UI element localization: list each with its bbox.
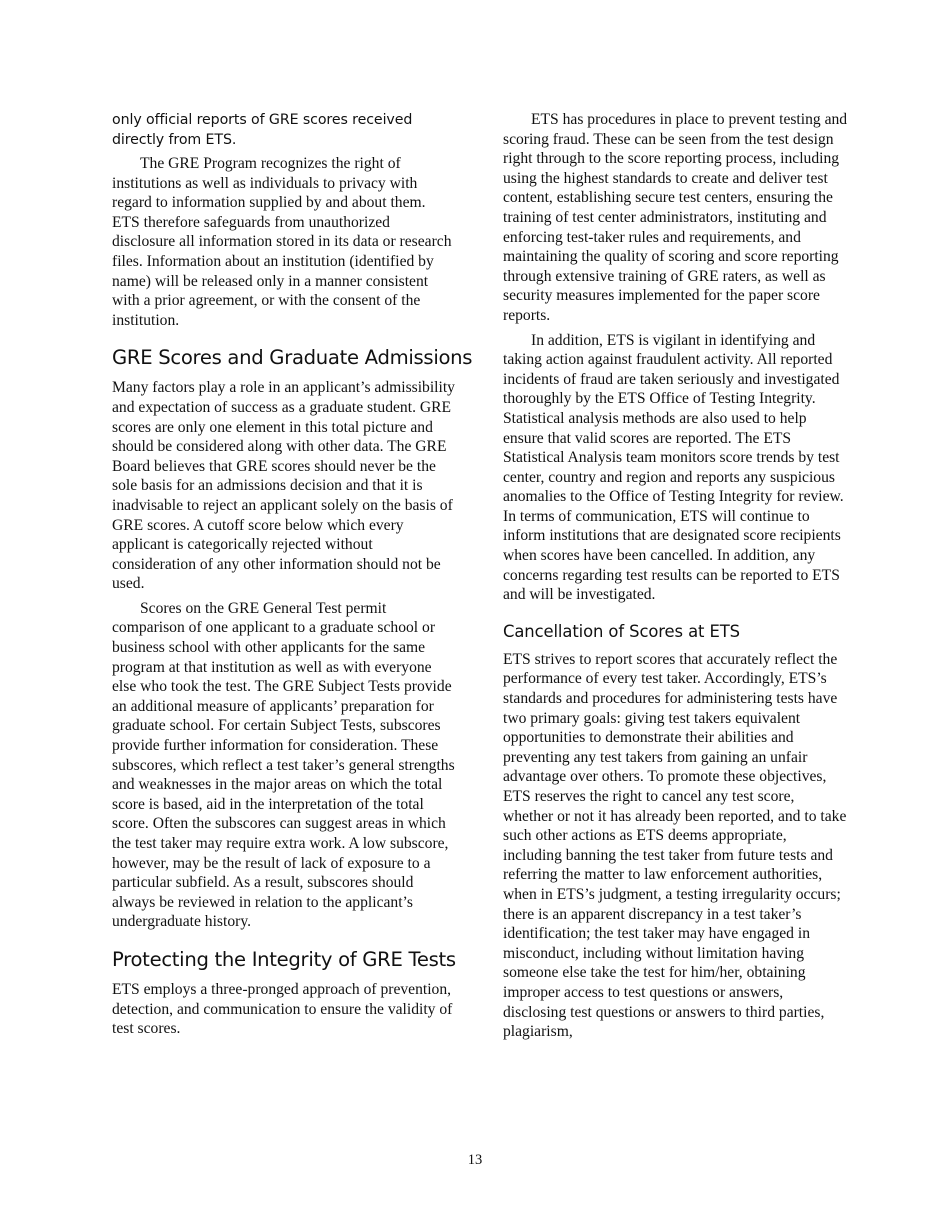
integrity-heading: Protecting the Integrity of GRE Tests xyxy=(112,947,456,971)
cancellation-heading: Cancellation of Scores at ETS xyxy=(503,621,740,641)
fraud-paragraph-2: In addition, ETS is vigilant in identifying and taking action against fraudulent activity. All reported incidents of fraud are taken seriously and investigated thoroughly by the ETS Office of Testing Integrity. Statistical analysis methods are also used to help ensure that valid scores are reported. The ETS Statistical Analysis team monitors score trends by test center, country and region and reports any suspicious anomalies to the Office of Testing Integrity for review. In terms of communication, ETS will continue to inform institutions that are designated score recipients when scores have been cancelled. In addition, any concerns regarding test results can be reported to ETS and will be investigated. xyxy=(503,331,844,604)
right-column xyxy=(503,110,848,1047)
admissions-paragraph-1: Many factors play a role in an applicant’s admissibility and expectation of success as a graduate student. GRE scores are only one element in this total picture and should be considered along with other data. The GRE Board believes that GRE scores should never be the sole basis for an admissions decision and that it is inadvisable to reject an applicant solely on the basis of GRE scores. A cutoff score below which every applicant is categorically rejected without consideration of any other information should not be used. xyxy=(112,379,455,593)
left-column xyxy=(112,110,473,1044)
admissions-paragraph-2: Scores on the GRE General Test permit comparison of one applicant to a graduate school or business school with other applicants for the same program at that institution as well as with everyone else who took the test. The GRE Subject Tests provide an additional measure of applicants’ preparation for graduate school. For certain Subject Tests, subscores provide further information for consideration. These subscores, which reflect a test taker’s general strengths and weaknesses in the major areas on which the total score is based, aid in the interpretation of the total score. Often the subscores can suggest areas in which the test taker may require extra work. A low subscore, however, may be the result of lack of exposure to a particular subfield. As a result, subscores should always be reviewed in relation to the applicant’s undergraduate history. xyxy=(112,599,455,931)
privacy-paragraph: The GRE Program recognizes the right of institutions as well as individuals to privacy with regard to information supplied by and about them. ETS therefore safeguards from unauthorized disclosure all information stored in its data or research files. Information about an institution (identified by name) will be released only in a manner consistent with a prior agreement, or with the consent of the institution. xyxy=(112,155,452,329)
continuation-text: only official reports of GRE scores received directly from ETS. xyxy=(112,112,413,148)
integrity-paragraph: ETS employs a three-pronged approach of prevention, detection, and communication to ensure the validity of test scores. xyxy=(112,980,453,1038)
page-number: 13 xyxy=(467,1152,483,1168)
cancellation-paragraph: ETS strives to report scores that accurately reflect the performance of every test taker. Accordingly, ETS’s standards and procedures for administering tests have two primary goals: giving test takers equivalent opportunities to demonstrate their abilities and preventing any test takers from gaining an unfair advantage over others. To promote these objectives, ETS reserves the right to cancel any test score, whether or not it has already been reported, and to take such other actions as ETS deems appropriate, including banning the test taker from future tests and referring the matter to law enforcement authorities, when in ETS’s judgment, a testing irregularity occurs; there is an apparent discrepancy in a test taker’s identification; the test taker may have engaged in misconduct, including without limitation having someone else take the test for him/her, obtaining improper access to test questions or answers, disclosing test questions or answers to third parties, plagiarism, xyxy=(503,650,847,1041)
fraud-paragraph-1: ETS has procedures in place to prevent testing and scoring fraud. These can be seen from the test design right through to the score reporting process, including using the highest standards to create and deliver test content, establishing secure test centers, ensuring the training of test center administrators, instituting and enforcing test-taker rules and requirements, and maintaining the quality of scoring and score reporting through extensive training of GRE raters, as well as security measures implemented for the paper score reports. xyxy=(503,111,848,324)
admissions-heading: GRE Scores and Graduate Admissions xyxy=(112,346,473,370)
